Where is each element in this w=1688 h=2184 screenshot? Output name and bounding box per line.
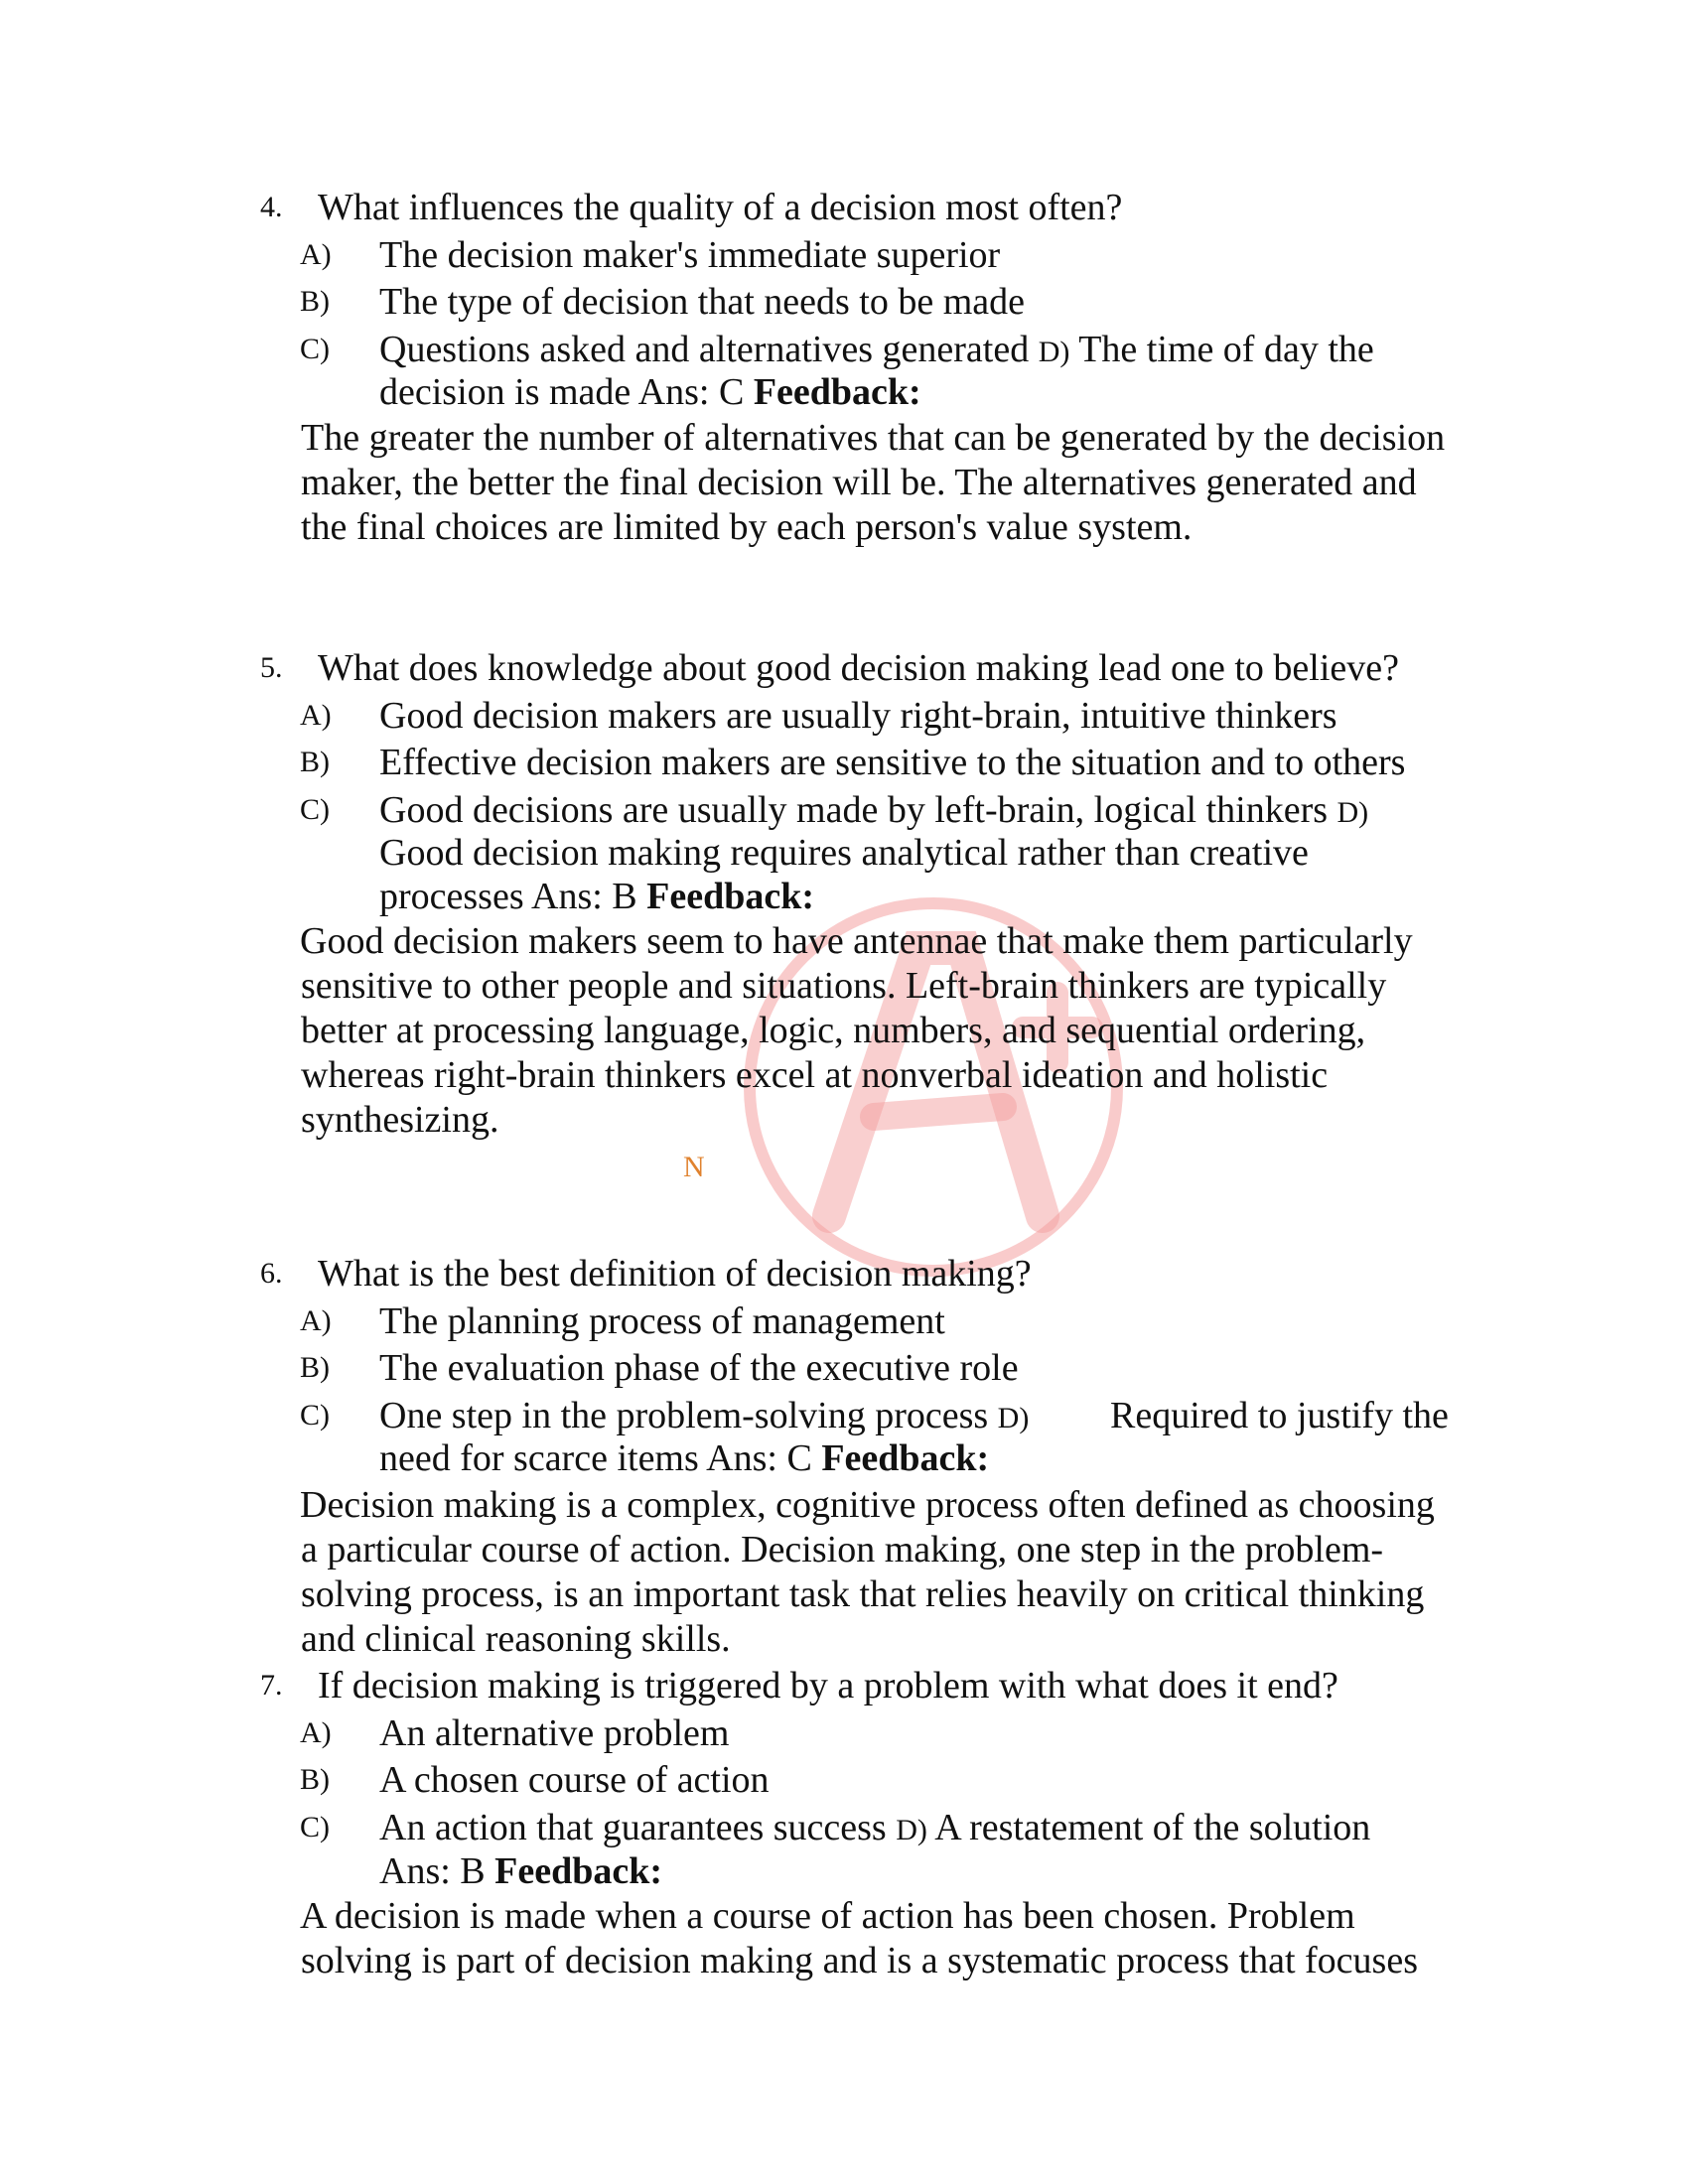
feedback-line: sensitive to other people and situations. Left-brain thinkers are typically (301, 965, 1387, 1007)
option-letter: B) (300, 285, 330, 318)
option-letter: A) (300, 1304, 332, 1337)
option-c-line (379, 327, 1374, 375)
option-letter: A) (300, 238, 332, 271)
option-letter: D) (1038, 336, 1070, 368)
option-text: Questions asked and alternatives generated (379, 329, 1030, 370)
answer-line (379, 1435, 989, 1481)
feedback-line: better at processing language, logic, numbers, and sequential ordering, (301, 1010, 1366, 1051)
feedback-line: The greater the number of alternatives that can be generated by the decision (301, 417, 1446, 459)
option-letter: D) (997, 1402, 1030, 1434)
option-letter: B) (300, 1351, 330, 1384)
option-letter: C) (300, 1811, 330, 1843)
option-letter: C) (300, 793, 330, 826)
option-text: The evaluation phase of the executive role (379, 1347, 1019, 1389)
option-text: A chosen course of action (379, 1759, 770, 1801)
option-letter: C) (300, 1399, 330, 1432)
answer-line (379, 874, 814, 919)
question-prompt: What does knowledge about good decision making lead one to believe? (318, 647, 1400, 689)
option-letter: D) (1336, 796, 1369, 829)
option-text: The time of day the (1078, 329, 1374, 370)
feedback-line: whereas right-brain thinkers excel at nonverbal ideation and holistic (301, 1054, 1329, 1096)
option-text: One step in the problem-solving process (379, 1395, 989, 1436)
feedback-label: Feedback: (821, 1437, 990, 1479)
option-text: Good decision making requires analytical rather than creative (379, 832, 1309, 874)
option-letter: C) (300, 333, 330, 365)
feedback-line: A decision is made when a course of action has been chosen. Problem (300, 1895, 1355, 1937)
answer-line (379, 1848, 662, 1894)
option-letter: B) (300, 746, 330, 778)
option-c-line (379, 1393, 1029, 1441)
feedback-line: Good decision makers seem to have antennae that make them particularly (300, 920, 1413, 962)
question-number: 5. (260, 651, 283, 684)
feedback-line: and clinical reasoning skills. (301, 1618, 731, 1660)
option-text: A restatement of the solution (934, 1807, 1371, 1848)
question-prompt: If decision making is triggered by a problem with what does it end? (318, 1665, 1338, 1706)
feedback-line: solving is part of decision making and is a systematic process that focuses (301, 1940, 1418, 1981)
option-letter: D) (896, 1814, 927, 1846)
option-c-line (379, 787, 1368, 836)
option-text: decision is made Ans: C (379, 371, 745, 413)
feedback-line: maker, the better the final decision will be. The alternatives generated and (301, 462, 1417, 503)
option-text: Required to justify the (1110, 1395, 1449, 1436)
option-text: Effective decision makers are sensitive to the situation and to others (379, 742, 1406, 783)
question-number: 4. (260, 191, 283, 223)
option-letter: A) (300, 699, 332, 732)
option-c-line (379, 1805, 1370, 1853)
option-text: An alternative problem (379, 1712, 730, 1754)
question-number: 7. (260, 1669, 283, 1702)
option-text: need for scarce items Ans: C (379, 1437, 812, 1479)
feedback-line: Decision making is a complex, cognitive process often defined as choosing (300, 1484, 1435, 1526)
feedback-line: a particular course of action. Decision making, one step in the problem- (301, 1529, 1384, 1570)
question-number: 6. (260, 1257, 283, 1290)
option-text: Good decisions are usually made by left-brain, logical thinkers (379, 789, 1329, 831)
option-letter: B) (300, 1763, 330, 1796)
feedback-line: the final choices are limited by each person's value system. (301, 506, 1193, 548)
answer-line (379, 369, 921, 415)
option-text: processes Ans: B (379, 876, 637, 917)
feedback-line: synthesizing. (301, 1099, 499, 1141)
option-text: An action that guarantees success (379, 1807, 887, 1848)
feedback-label: Feedback: (753, 371, 921, 413)
option-text: The decision maker's immediate superior (379, 234, 1001, 276)
feedback-label: Feedback: (494, 1850, 663, 1892)
feedback-label: Feedback: (646, 876, 815, 917)
option-text: The planning process of management (379, 1300, 945, 1342)
option-text: Ans: B (379, 1850, 486, 1892)
option-text: Good decision makers are usually right-brain, intuitive thinkers (379, 695, 1337, 737)
option-letter: A) (300, 1716, 332, 1749)
option-text: The type of decision that needs to be made (379, 281, 1026, 323)
question-prompt: What influences the quality of a decision most often? (318, 187, 1123, 228)
stray-mark: N (683, 1151, 705, 1183)
feedback-line: solving process, is an important task that relies heavily on critical thinking (301, 1573, 1425, 1615)
question-prompt: What is the best definition of decision making? (318, 1253, 1032, 1295)
